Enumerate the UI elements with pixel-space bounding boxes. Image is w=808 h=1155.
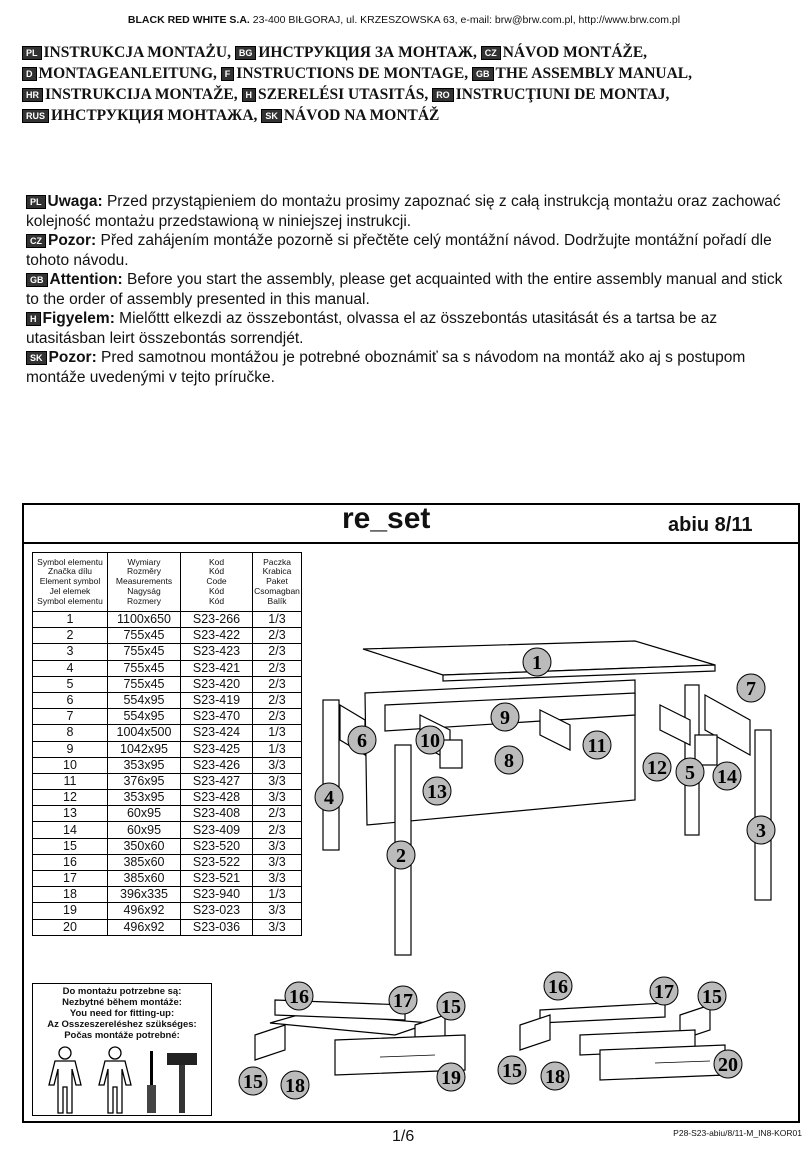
warning-pl — [26, 192, 791, 231]
svg-text:17: 17 — [654, 981, 674, 1003]
lang-badge: RUS — [22, 109, 49, 123]
callout-19 — [437, 1063, 465, 1091]
lang-badge: PL — [22, 46, 42, 60]
lang-badge: D — [22, 67, 37, 81]
title-text: SZERELÉSI UTASITÁS, — [258, 86, 429, 103]
title-text: INSTRUKCIJA MONTAŽE, — [45, 86, 238, 103]
callout-16 — [285, 982, 313, 1010]
title-text: THE ASSEMBLY MANUAL, — [495, 65, 693, 82]
company-address: 23-400 BIŁGORAJ, ul. KRZESZOWSKA 63, e-mail: brw@brw.com.pl, http://www.brw.com.pl — [252, 14, 681, 26]
title-text: INSTRUCTIONS DE MONTAGE, — [236, 65, 469, 82]
lang-badge: F — [221, 67, 235, 81]
callout-2 — [387, 841, 415, 869]
table-cell: 1100x650 — [108, 612, 181, 628]
product-name: re_set — [342, 502, 431, 535]
sheet-divider — [24, 542, 798, 544]
tools-needed-gb: You need for fitting-up: — [69, 1008, 175, 1019]
title-text: INSTRUCŢIUNI DE MONTAJ, — [455, 86, 670, 103]
title-text: MONTAGEANLEITUNG, — [38, 65, 217, 82]
table-cell: 496x92 — [108, 919, 181, 935]
title-ro — [432, 86, 669, 103]
table-cell: 385x60 — [108, 854, 181, 870]
header-symbol: Symbol elementu Značka dílu Element symbol Jel elemek Symbol elementu — [33, 553, 108, 612]
table-cell: S23-424 — [181, 725, 253, 741]
warning-sk — [26, 348, 791, 387]
svg-text:15: 15 — [702, 986, 722, 1008]
svg-text:2: 2 — [396, 845, 406, 867]
table-cell: 1/3 — [253, 725, 302, 741]
table-cell: S23-520 — [181, 838, 253, 854]
table-cell: 5 — [33, 676, 108, 692]
title-text: NÁVOD MONTÁŽE, — [502, 44, 648, 61]
title-hr — [22, 86, 242, 103]
title-cz — [481, 44, 647, 61]
table-cell: S23-423 — [181, 644, 253, 660]
title-bg — [235, 44, 481, 61]
svg-text:13: 13 — [427, 781, 447, 803]
svg-text:10: 10 — [420, 730, 440, 752]
person-icon — [49, 1047, 81, 1113]
svg-text:6: 6 — [357, 730, 367, 752]
table-cell: 2/3 — [253, 676, 302, 692]
table-cell: 1004x500 — [108, 725, 181, 741]
warning-text: Before you start the assembly, please get acquainted with the entire assembly manual and stick to the order of assembly presented in this manual. — [26, 271, 783, 308]
table-cell: 1/3 — [253, 612, 302, 628]
svg-text:19: 19 — [441, 1067, 461, 1089]
table-cell: 2/3 — [253, 806, 302, 822]
table-cell: 3/3 — [253, 773, 302, 789]
table-cell: S23-266 — [181, 612, 253, 628]
table-cell: S23-428 — [181, 790, 253, 806]
drawer-assembly-a — [255, 1000, 465, 1075]
title-text: INSTRUKCJA MONTAŻU, — [43, 44, 231, 61]
title-text: NÁVOD NA MONTÁŽ — [283, 107, 440, 124]
title-gb — [472, 65, 692, 82]
table-cell: S23-427 — [181, 773, 253, 789]
tools-needed-h: Az Osszeszereléshez szükséges: — [47, 1019, 197, 1030]
svg-text:9: 9 — [500, 707, 510, 729]
callout-1 — [523, 648, 551, 676]
table-cell: 10 — [33, 757, 108, 773]
svg-text:18: 18 — [285, 1075, 305, 1097]
tools-needed-box — [32, 983, 212, 1116]
lang-badge: H — [242, 88, 257, 102]
table-cell: S23-470 — [181, 709, 253, 725]
table-cell: S23-521 — [181, 871, 253, 887]
svg-text:18: 18 — [545, 1066, 565, 1088]
warning-text: Przed przystąpieniem do montażu prosimy zapoznać się z całą instrukcją montażu oraz zachować kolejność montażu przedstawioną w niniejszej instrukcji. — [26, 193, 781, 230]
table-cell: S23-421 — [181, 660, 253, 676]
lang-badge: HR — [22, 88, 43, 102]
table-cell: 20 — [33, 919, 108, 935]
callout-5 — [676, 758, 704, 786]
callout-6 — [348, 726, 376, 754]
part-leg-left-rear — [323, 700, 339, 850]
table-cell: 4 — [33, 660, 108, 676]
svg-text:15: 15 — [502, 1060, 522, 1082]
table-cell: 12 — [33, 790, 108, 806]
callout-11 — [583, 731, 611, 759]
lang-badge: CZ — [481, 46, 501, 60]
svg-text:16: 16 — [548, 976, 568, 998]
table-cell: 8 — [33, 725, 108, 741]
svg-text:1: 1 — [532, 652, 542, 674]
svg-text:14: 14 — [717, 766, 737, 788]
table-cell: 15 — [33, 838, 108, 854]
table-cell: 376x95 — [108, 773, 181, 789]
document-code: P28-S23-abiu/8/11-M_IN8-KOR01 — [673, 1128, 802, 1138]
table-cell: 353x95 — [108, 757, 181, 773]
table-cell: 2/3 — [253, 628, 302, 644]
svg-text:20: 20 — [718, 1054, 738, 1076]
table-cell: 385x60 — [108, 871, 181, 887]
lang-badge: PL — [26, 195, 46, 209]
title-pl — [22, 44, 235, 61]
svg-text:7: 7 — [746, 678, 756, 700]
table-cell: 9 — [33, 741, 108, 757]
warning-label: Figyelem: — [42, 310, 115, 327]
warning-gb — [26, 270, 791, 309]
svg-text:15: 15 — [441, 996, 461, 1018]
callout-17 — [389, 986, 417, 1014]
table-cell: 755x45 — [108, 660, 181, 676]
table-cell: 2/3 — [253, 822, 302, 838]
lang-badge: H — [26, 312, 41, 326]
svg-text:8: 8 — [504, 750, 514, 772]
table-cell: S23-940 — [181, 887, 253, 903]
callout-13 — [423, 777, 451, 805]
lang-badge: GB — [472, 67, 494, 81]
tools-needed-pl: Do montażu potrzebne są: — [62, 986, 182, 997]
callout-17 — [650, 977, 678, 1005]
table-cell: 3/3 — [253, 757, 302, 773]
warning-label: Attention: — [49, 271, 123, 288]
table-cell: S23-425 — [181, 741, 253, 757]
table-cell: 60x95 — [108, 822, 181, 838]
tools-needed-cz: Nezbytné během montáže: — [62, 997, 182, 1008]
warning-label: Pozor: — [48, 349, 97, 366]
page-header — [0, 14, 808, 26]
table-cell: 350x60 — [108, 838, 181, 854]
title-text: ИНСТРУКЦИЯ МОНТАЖА, — [51, 107, 258, 124]
warnings-block — [26, 192, 791, 387]
table-cell: 3/3 — [253, 854, 302, 870]
table-cell: S23-426 — [181, 757, 253, 773]
callout-15 — [437, 992, 465, 1020]
callout-15 — [239, 1067, 267, 1095]
callout-3 — [747, 816, 775, 844]
table-cell: 6 — [33, 692, 108, 708]
tools-needed-sk: Počas montáže potrebné: — [64, 1030, 180, 1041]
table-cell: 7 — [33, 709, 108, 725]
assembly-drawing — [215, 545, 795, 1120]
table-cell: 16 — [33, 854, 108, 870]
tools-illustration — [37, 1045, 207, 1115]
table-cell: S23-409 — [181, 822, 253, 838]
callout-20 — [714, 1050, 742, 1078]
callout-18 — [541, 1062, 569, 1090]
warning-label: Pozor: — [48, 232, 97, 249]
table-cell: 11 — [33, 773, 108, 789]
title-f — [221, 65, 472, 82]
svg-text:12: 12 — [647, 757, 667, 779]
table-cell: 3/3 — [253, 919, 302, 935]
table-cell: 2 — [33, 628, 108, 644]
warning-h — [26, 309, 791, 348]
table-cell: 13 — [33, 806, 108, 822]
header-measurements: Wymiary Rozměry Measurements Nagyság Rozmery — [108, 553, 181, 612]
lang-badge: CZ — [26, 234, 46, 248]
table-cell: 1042x95 — [108, 741, 181, 757]
title-rus — [22, 107, 261, 124]
warning-cz — [26, 231, 791, 270]
table-cell: 1/3 — [253, 741, 302, 757]
company-name: BLACK RED WHITE S.A. — [127, 14, 250, 26]
table-cell: S23-036 — [181, 919, 253, 935]
table-cell: 755x45 — [108, 676, 181, 692]
table-cell: 19 — [33, 903, 108, 919]
header-package: Paczka Krabica Paket Csomagban Balík — [253, 553, 302, 612]
lang-badge: BG — [235, 46, 257, 60]
hammer-icon — [167, 1053, 197, 1113]
table-cell: 554x95 — [108, 692, 181, 708]
table-cell: 60x95 — [108, 806, 181, 822]
table-cell: S23-422 — [181, 628, 253, 644]
table-cell: 2/3 — [253, 660, 302, 676]
table-cell: S23-419 — [181, 692, 253, 708]
table-cell: 755x45 — [108, 628, 181, 644]
warning-text: Před zahájením montáže pozorně si přečtěte celý montážní návod. Dodržujte montážní pořadí dle tohoto návodu. — [26, 232, 772, 269]
warning-text: Pred samotnou montážou je potrebné oboznámiť sa s návodom na montáž ako aj s postupom montáže uvedenými v tejto príručke. — [26, 349, 746, 386]
callout-4 — [315, 783, 343, 811]
callout-15 — [498, 1056, 526, 1084]
table-cell: 3 — [33, 644, 108, 660]
table-cell: 353x95 — [108, 790, 181, 806]
table-cell: 396x335 — [108, 887, 181, 903]
table-cell: 14 — [33, 822, 108, 838]
table-cell: 3/3 — [253, 903, 302, 919]
title-text: ИНСТРУКЦИЯ ЗА МОНТАЖ, — [258, 44, 477, 61]
table-cell: 3/3 — [253, 790, 302, 806]
header-code: Kod Kód Code Kód Kód — [181, 553, 253, 612]
table-cell: 17 — [33, 871, 108, 887]
svg-text:3: 3 — [756, 820, 766, 842]
title-sk — [261, 107, 439, 124]
lang-badge: SK — [261, 109, 282, 123]
title-h — [242, 86, 433, 103]
table-cell: 2/3 — [253, 644, 302, 660]
part-leg-right-front — [755, 730, 771, 900]
table-cell: S23-522 — [181, 854, 253, 870]
table-cell: S23-023 — [181, 903, 253, 919]
title-d — [22, 65, 221, 82]
svg-text:16: 16 — [289, 986, 309, 1008]
table-cell: 3/3 — [253, 838, 302, 854]
callout-12 — [643, 753, 671, 781]
table-cell: 1/3 — [253, 887, 302, 903]
callout-9 — [491, 703, 519, 731]
lang-badge: GB — [26, 273, 48, 287]
callout-15 — [698, 982, 726, 1010]
table-cell: 554x95 — [108, 709, 181, 725]
table-cell: 3/3 — [253, 871, 302, 887]
svg-text:17: 17 — [393, 990, 413, 1012]
table-cell: S23-420 — [181, 676, 253, 692]
callout-16 — [544, 972, 572, 1000]
table-cell: 2/3 — [253, 709, 302, 725]
lang-badge: RO — [432, 88, 454, 102]
table-cell: 1 — [33, 612, 108, 628]
table-cell: S23-408 — [181, 806, 253, 822]
svg-text:5: 5 — [685, 762, 695, 784]
warning-text: Mielőttt elkezdi az összebontást, olvassa el az összebontás utasitását és a tartsa be az utasitásban leirt összebontás sorrendjét. — [26, 310, 718, 347]
callout-10 — [416, 726, 444, 754]
callout-7 — [737, 674, 765, 702]
callout-18 — [281, 1071, 309, 1099]
table-cell: 755x45 — [108, 644, 181, 660]
screwdriver-icon — [147, 1051, 156, 1113]
product-model: abiu 8/11 — [668, 514, 753, 536]
callout-8 — [495, 746, 523, 774]
svg-text:11: 11 — [587, 735, 607, 757]
table-cell: 496x92 — [108, 903, 181, 919]
person-icon — [99, 1047, 131, 1113]
lang-badge: SK — [26, 351, 47, 365]
manual-titles — [22, 42, 802, 126]
svg-text:15: 15 — [243, 1071, 263, 1093]
callout-14 — [713, 762, 741, 790]
table-cell: 2/3 — [253, 692, 302, 708]
warning-label: Uwaga: — [47, 193, 103, 210]
table-cell: 18 — [33, 887, 108, 903]
page-number: 1/6 — [392, 1128, 415, 1145]
svg-text:4: 4 — [324, 787, 334, 809]
